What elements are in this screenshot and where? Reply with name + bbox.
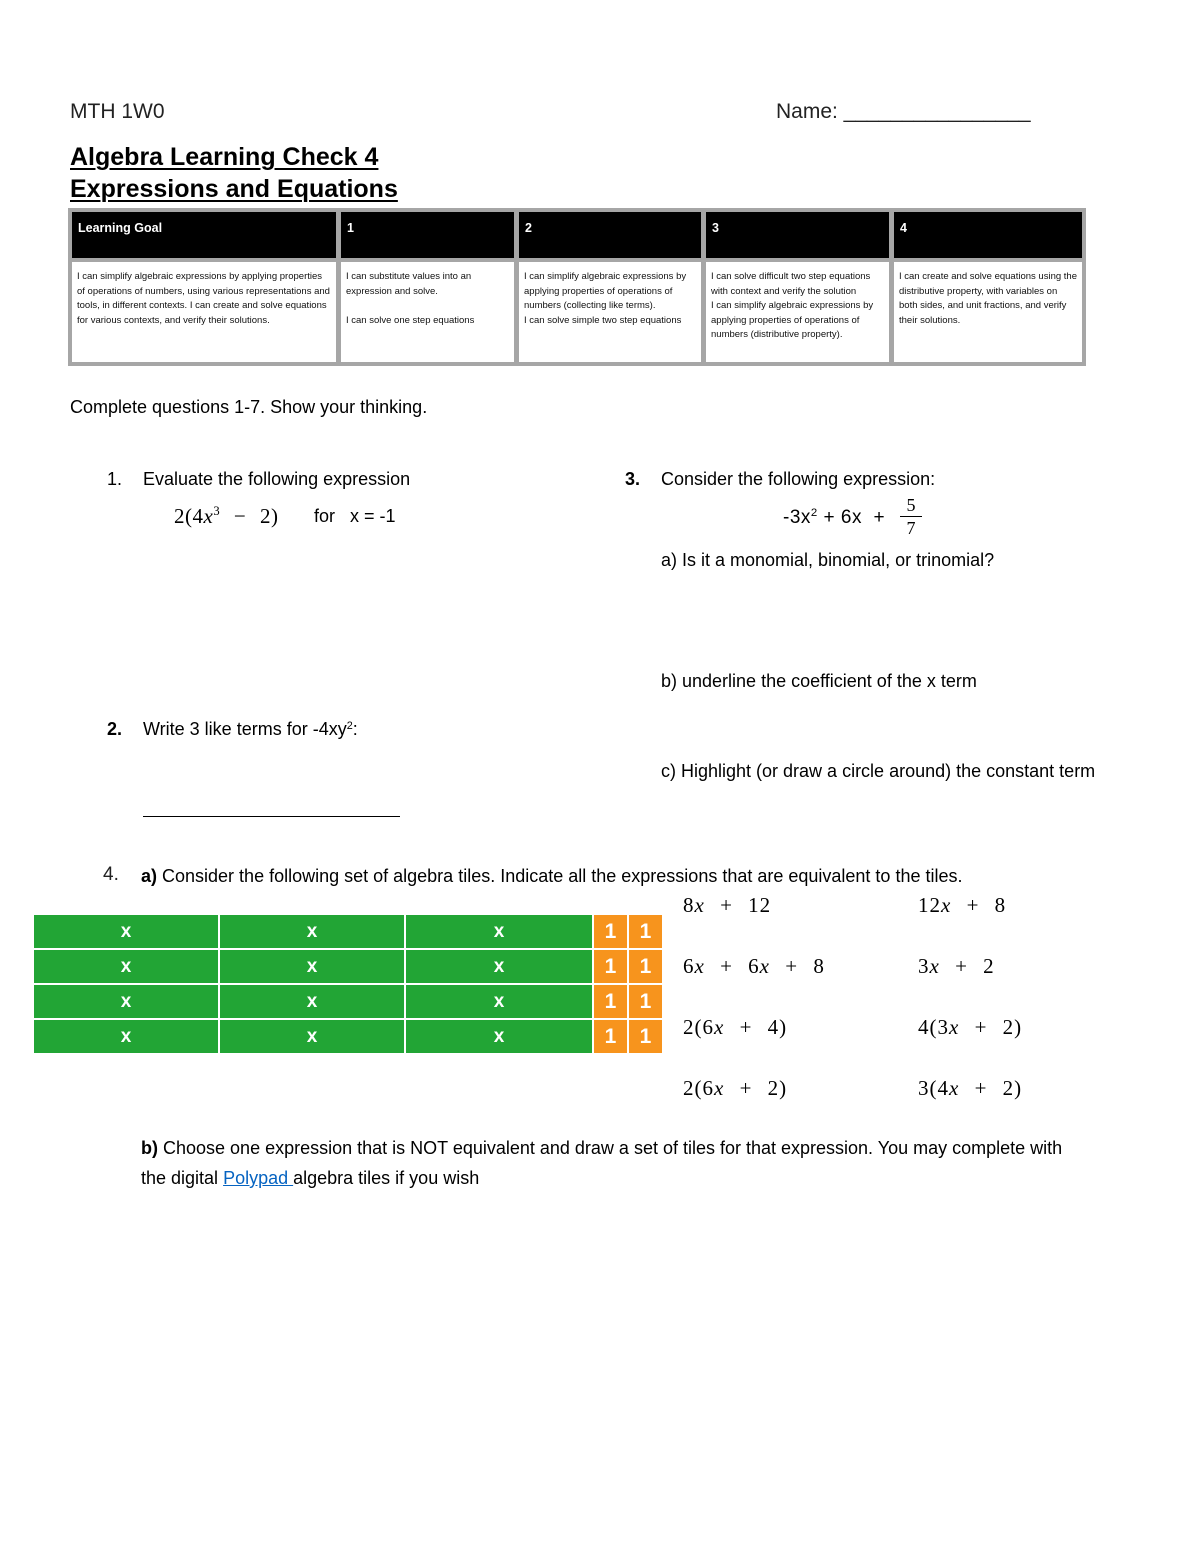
question-1-prompt: Evaluate the following expression (143, 469, 411, 489)
x-tile: x (220, 950, 404, 983)
question-2-prompt (143, 718, 358, 743)
rubric-cell-text: I can create and solve equations using the distributive property, with variables on both sides, and unit fractions, and verify their solutions. (899, 271, 1077, 326)
question-1-number: 1. (107, 469, 123, 489)
expression-option: 4(3x + 2) (918, 1015, 1023, 1039)
unit-tile: 1 (629, 950, 662, 983)
expression-tail: − 2) (220, 504, 279, 528)
x-tile: x (34, 985, 218, 1018)
x-tile: x (406, 950, 592, 983)
algebra-tiles (34, 915, 662, 1053)
question-1-condition: for x = -1 (314, 506, 396, 526)
expression-option: 2(6x + 2) (683, 1076, 788, 1100)
rubric-cell-level-3 (706, 262, 889, 362)
x-tile: x (220, 1020, 404, 1053)
question-3-fraction (900, 494, 922, 539)
question-3-number: 3. (625, 469, 641, 489)
unit-tile: 1 (594, 985, 627, 1018)
question-4-number: 4. (103, 864, 119, 885)
x-tile: x (406, 985, 592, 1018)
rubric-cell-level-4 (894, 262, 1082, 362)
unit-tile: 1 (629, 915, 662, 948)
unit-tile: 1 (594, 915, 627, 948)
page-subtitle: Expressions and Equations (70, 175, 398, 203)
rubric-header-level-1: 1 (341, 212, 514, 258)
expression-option: 12x + 8 (918, 893, 1007, 917)
question-4-part-b (141, 1137, 1062, 1159)
rubric-cell-text: I can solve difficult two step equations with context and verify the solution (711, 271, 871, 297)
unit-tile: 1 (594, 950, 627, 983)
expression-lead: -3x (783, 507, 811, 528)
page-title: Algebra Learning Check 4 (70, 143, 379, 171)
rubric-cell-text: I can solve simple two step equations (524, 314, 682, 326)
fraction-denominator: 7 (906, 518, 916, 538)
question-3-part-b: b) underline the coefficient of the x term (661, 671, 977, 691)
prompt-text: Write 3 like terms for -4xy (143, 719, 347, 739)
rubric-cell-text: I can simplify algebraic expressions by applying properties of operations of numbers (distributive property). (711, 300, 874, 340)
course-code: MTH 1W0 (70, 100, 165, 123)
rubric-header-learning-goal: Learning Goal (72, 212, 336, 258)
rubric-header-level-2: 2 (519, 212, 701, 258)
question-4-part-b-continued (141, 1167, 479, 1189)
learning-goal-rubric-table (68, 208, 1086, 366)
part-label: a) (141, 866, 158, 886)
expression-option: 8x + 12 (683, 893, 772, 917)
fraction-numerator: 5 (906, 495, 916, 515)
expression-exponent: 2 (810, 507, 818, 520)
expression-option: 6x + 6x + 8 (683, 954, 825, 978)
x-tile: x (34, 915, 218, 948)
question-3-prompt: Consider the following expression: (661, 469, 936, 489)
expression-variable: x (203, 504, 214, 528)
question-2-number: 2. (107, 719, 123, 739)
question-3-expression (783, 507, 885, 531)
instructions: Complete questions 1-7. Show your thinking. (70, 397, 428, 417)
question-3-part-c: c) Highlight (or draw a circle around) the constant term (661, 761, 1096, 781)
part-label: b) (141, 1138, 158, 1158)
expression-option: 2(6x + 4) (683, 1015, 788, 1039)
name-field-label: Name: ________________ (776, 100, 1031, 123)
part-text: algebra tiles if you wish (293, 1168, 480, 1188)
prompt-exponent: 2 (346, 719, 353, 732)
part-text: Choose one expression that is NOT equivalent and draw a set of tiles for that expression. You may complete with (163, 1138, 1063, 1158)
x-tile: x (34, 1020, 218, 1053)
prompt-suffix: : (352, 719, 358, 739)
question-4-part-a (141, 865, 962, 887)
expression-lead: 2(4 (174, 504, 204, 528)
question-1-expression (174, 504, 278, 531)
x-tile: x (406, 1020, 592, 1053)
question-3-part-a: a) Is it a monomial, binomial, or trinomial? (661, 550, 995, 570)
x-tile: x (406, 915, 592, 948)
rubric-cell-text: I can substitute values into an expression and solve. (346, 271, 472, 297)
polypad-link[interactable]: Polypad (223, 1168, 294, 1188)
rubric-cell-text: I can simplify algebraic expressions by applying properties of operations of numbers, using various representations and tools, in different contexts. I can create and solve equations for various contexts, and verify their solutions. (77, 271, 330, 326)
expression-exponent: 3 (213, 504, 221, 519)
rubric-header-level-3: 3 (706, 212, 889, 258)
x-tile: x (34, 950, 218, 983)
part-text: Consider the following set of algebra tiles. Indicate all the expressions that are equivalent to the tiles. (162, 866, 963, 886)
rubric-cell-level-1 (341, 262, 514, 362)
question-2-answer-line (143, 816, 400, 817)
rubric-cell-text: I can simplify algebraic expressions by applying properties of operations of numbers (collecting like terms). (524, 271, 687, 311)
x-tile: x (220, 915, 404, 948)
expression-option: 3x + 2 (918, 954, 995, 978)
expression-middle: + 6x + (817, 507, 886, 528)
rubric-cell-text: I can solve one step equations (346, 314, 475, 326)
expression-option: 3(4x + 2) (918, 1076, 1023, 1100)
rubric-cell-learning-goal (72, 262, 336, 362)
part-text: the digital (141, 1168, 224, 1188)
rubric-header-level-4: 4 (894, 212, 1082, 258)
rubric-cell-level-2 (519, 262, 701, 362)
unit-tile: 1 (594, 1020, 627, 1053)
unit-tile: 1 (629, 985, 662, 1018)
x-tile: x (220, 985, 404, 1018)
unit-tile: 1 (629, 1020, 662, 1053)
